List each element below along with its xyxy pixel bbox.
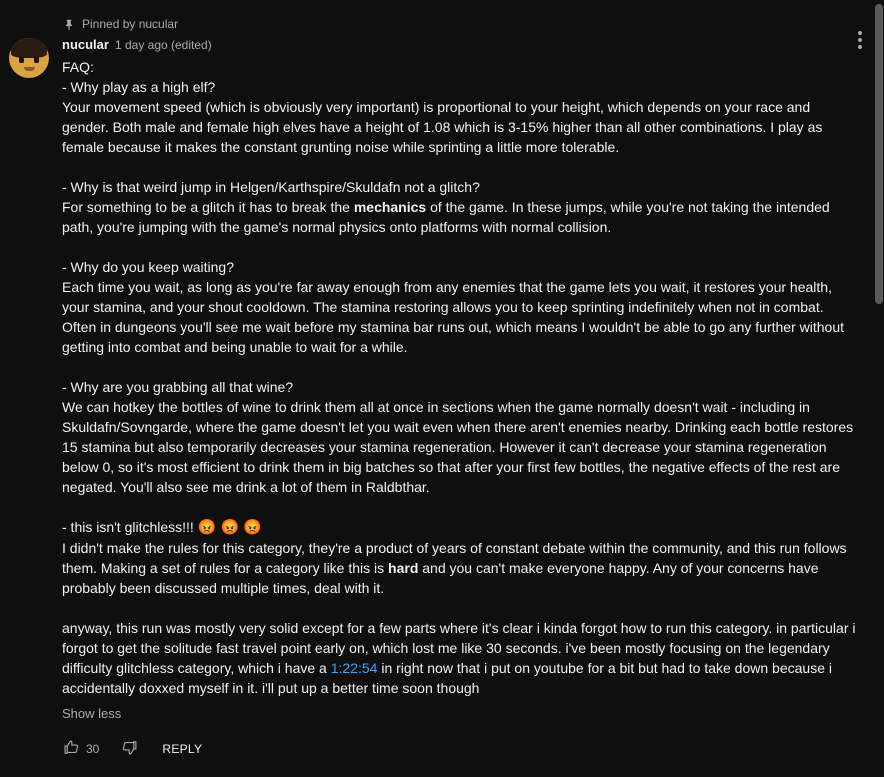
comment-actions xyxy=(62,733,860,765)
comment-meta xyxy=(62,36,860,54)
faq-answer-5-pre: I didn't make the rules for this category, they're a product of years of constant debate within the community, and this run follows them. Making a set of rules for a category like this is xyxy=(62,540,851,576)
faq-answer-2-post: of the game. In these jumps, while you're not taking the intended path, you're jumping with the game's normal physics onto platforms with normal collision. xyxy=(62,199,834,235)
faq-answer-2-pre: For something to be a glitch it has to break the xyxy=(62,199,354,215)
comment-content xyxy=(62,36,884,765)
kebab-dot-3 xyxy=(858,45,862,49)
comment-author[interactable]: nucular xyxy=(62,37,109,52)
faq-question-3: - Why do you keep waiting? xyxy=(62,259,234,275)
pin-icon xyxy=(62,18,76,32)
avatar-eye-left xyxy=(19,57,24,63)
closing-pre: anyway, this run was mostly very solid except for a few parts where it's clear i kinda forgot how to run this category. in particular i forgot to get the solitude fast travel point early on, which lost me like 30 seconds. i've been mostly focusing on the legendary difficulty glitchless category, which i have a xyxy=(62,620,860,676)
faq-answer-5-post: and you can't make everyone happy. Any of your concerns have probably been discussed multiple times, deal with it. xyxy=(62,560,823,596)
kebab-dot-2 xyxy=(858,38,862,42)
comment-timestamp[interactable]: 1 day ago (edited) xyxy=(114,38,212,52)
scrollbar-thumb[interactable] xyxy=(875,4,883,304)
avatar-eye-right xyxy=(34,57,39,63)
avatar-column xyxy=(0,36,62,78)
kebab-menu-icon[interactable] xyxy=(848,28,872,52)
like-button[interactable] xyxy=(62,733,105,765)
faq-question-5: - this isn't glitchless!!! xyxy=(62,519,198,535)
timestamp-link[interactable]: 1:22:54 xyxy=(330,660,378,676)
faq-question-2: - Why is that weird jump in Helgen/Karthspire/Skuldafn not a glitch? xyxy=(62,179,480,195)
avatar-hair xyxy=(9,38,49,53)
faq-question-1: - Why play as a high elf? xyxy=(62,79,216,95)
faq-answer-1: Your movement speed (which is obviously very important) is proportional to your height, which depends on your race and gender. Both male and female high elves have a height of 1.08 which is 3-15% higher than all other combinations. I play as female because it makes the constant grunting noise while sprinting a little more tolerable. xyxy=(62,99,827,155)
faq-answer-3: Each time you wait, as long as you're far away enough from any enemies that the game lets you wait, it restores your health, your stamina, and your shout cooldown. The stamina restoring allows you to keep sprinting indefinitely when not in combat. Often in dungeons you'll see me wait before my stamina bar runs out, which means I wouldn't be able to go any further without getting into combat and being unable to wait for a while. xyxy=(62,279,848,355)
faq-heading: FAQ: xyxy=(62,59,94,75)
faq-question-4: - Why are you grabbing all that wine? xyxy=(62,379,294,395)
angry-face-icon: 😡 😡 😡 xyxy=(197,519,263,536)
comment-text xyxy=(62,57,860,698)
show-less-button[interactable]: Show less xyxy=(62,706,122,721)
avatar[interactable] xyxy=(9,38,49,78)
dislike-button[interactable] xyxy=(105,733,144,765)
closing-post: in right now that i put on youtube for a bit but had to take down because i accidentally doxxed myself in it. i'll put up a better time soon though xyxy=(62,660,836,696)
thumbs-down-icon xyxy=(121,739,138,759)
pinned-label: Pinned by nucular xyxy=(82,17,179,31)
thumbs-up-icon xyxy=(63,739,80,759)
faq-answer-2-emphasis: mechanics xyxy=(353,199,427,215)
like-count: 30 xyxy=(86,742,100,756)
scrollbar[interactable] xyxy=(874,0,884,777)
comment-body xyxy=(0,34,884,765)
pinned-badge xyxy=(62,14,884,34)
faq-answer-5-emphasis: hard xyxy=(388,560,419,576)
reply-button[interactable]: REPLY xyxy=(162,742,203,756)
avatar-mouth xyxy=(24,67,35,71)
faq-answer-4: We can hotkey the bottles of wine to drink them all at once in sections when the game normally doesn't wait - including in Skuldafn/Sovngarde, where the game doesn't let you wait even when there aren't enemies nearby. Drinking each bottle restores 15 stamina but also temporarily decreases your stamina regeneration. However it can't decrease your stamina regeneration below 0, so it's most efficient to drink them in big batches so that after your first few bottles, the negative effects of the rest are negated. You'll also see me drink a lot of them in Raldbthar. xyxy=(62,399,857,495)
kebab-dot-1 xyxy=(858,31,862,35)
